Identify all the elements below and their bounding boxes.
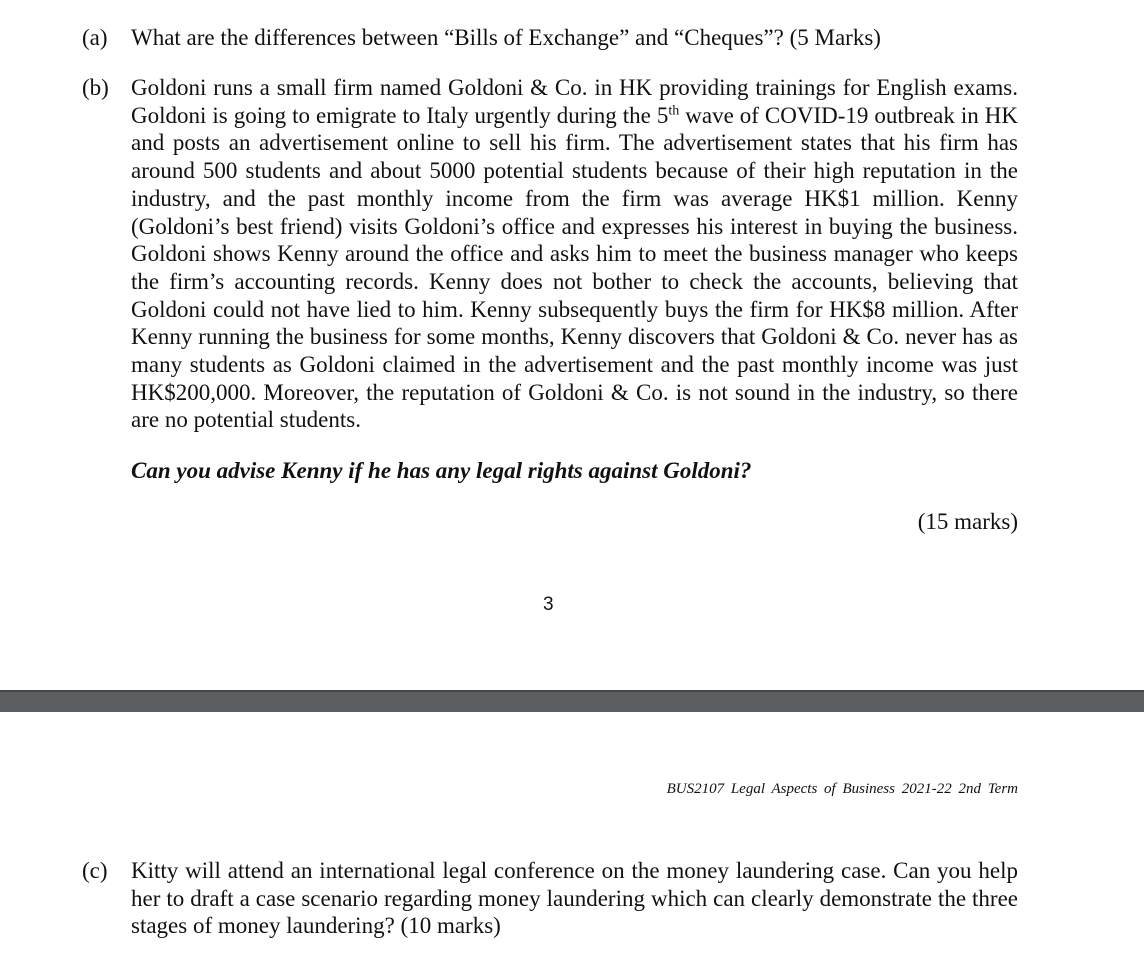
question-a-text: What are the differences between “Bills of Exchange” and “Cheques”? (5 Marks) xyxy=(131,25,881,50)
running-header: BUS2107 Legal Aspects of Business 2021-22 2nd Term xyxy=(666,781,1018,797)
question-b-text xyxy=(131,74,1018,434)
question-b-marks: (15 marks) xyxy=(917,509,1018,534)
question-a-label: (a) xyxy=(82,25,108,50)
question-b-prompt: Can you advise Kenny if he has any legal rights against Goldoni? xyxy=(131,458,752,483)
question-b-text-part1: Goldoni runs a small firm named Goldoni & Co. in HK providing trainings for English exams. Goldoni is going to emigrate to Italy urgently during the 5 xyxy=(131,75,1018,128)
page-divider xyxy=(0,690,1144,712)
superscript-th: th xyxy=(668,103,680,119)
page-number: 3 xyxy=(543,594,554,615)
question-c-label: (c) xyxy=(82,858,108,883)
question-b-label: (b) xyxy=(82,75,109,100)
question-c-text: Kitty will attend an international legal conference on the money laundering case. Can you help her to draft a case scenario regarding money laundering which can clearly demonstrate the three stages of money laundering? (10 marks) xyxy=(131,858,1018,939)
question-b-text-part2: wave of COVID-19 outbreak in HK and posts an advertisement online to sell his firm. The advertisement states that his firm has around 500 students and about 5000 potential students because of their high reputation in the industry, and the past monthly income from the firm was average HK$1 million. Kenny (Goldoni’s best friend) visits Goldoni’s office and expresses his interest in buying the business. Goldoni shows Kenny around the office and asks him to meet the business manager who keeps the firm’s accounting records. Kenny does not bother to check the accounts, believing that Goldoni could not have lied to him. Kenny subsequently buys the firm for HK$8 million. After Kenny running the business for some months, Kenny discovers that Goldoni & Co. never has as many students as Goldoni claimed in the advertisement and the past monthly income was just HK$200,000. Moreover, the reputation of Goldoni & Co. is not sound in the industry, so there are no potential students. xyxy=(131,102,1018,433)
